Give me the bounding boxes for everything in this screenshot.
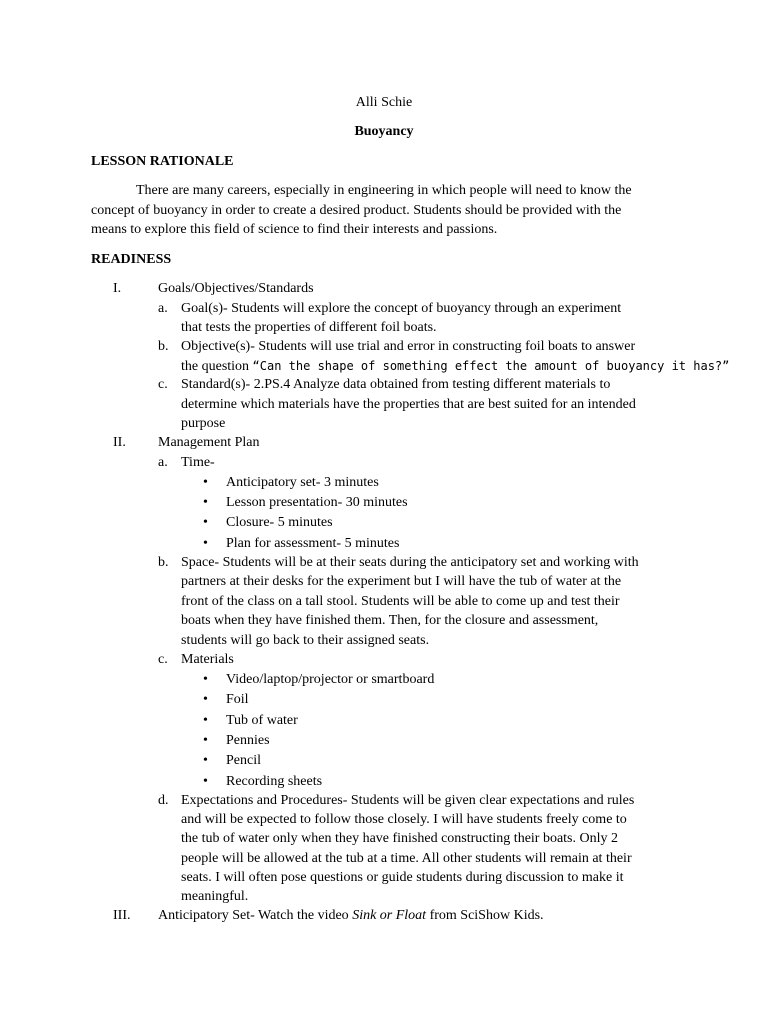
item-marker: d. <box>158 793 169 808</box>
bullet-icon: • <box>203 713 208 728</box>
rationale-line: concept of buoyancy in order to create a desired product. Students should be provided with the <box>91 203 622 218</box>
materials-label: Materials <box>181 652 234 667</box>
item-marker: b. <box>158 339 169 354</box>
expectations-line: meaningful. <box>181 889 249 904</box>
expectations-line: the tub of water only when they have finished constructing their boats. Only 2 <box>181 831 619 846</box>
space-line: students will go back to their assigned seats. <box>181 633 430 648</box>
expectations-line: seats. I will often pose questions or guide students during discussion to make it <box>181 870 624 885</box>
rationale-line: means to explore this field of science to find their interests and passions. <box>91 222 498 237</box>
section-label: Management Plan <box>158 435 260 450</box>
time-item: Anticipatory set- 3 minutes <box>226 475 379 490</box>
bullet-icon: • <box>203 475 208 490</box>
item-marker: c. <box>158 377 168 392</box>
goal-line: that tests the properties of different foil boats. <box>181 320 437 335</box>
standard-line: determine which materials have the properties that are best suited for an intended <box>181 397 636 412</box>
rationale-line: There are many careers, especially in engineering in which people will need to know the <box>136 183 632 198</box>
objective-prefix: the question <box>181 359 253 374</box>
bullet-icon: • <box>203 753 208 768</box>
item-marker: a. <box>158 455 168 470</box>
goal-line: Goal(s)- Students will explore the concept of buoyancy through an experiment <box>181 301 622 316</box>
bullet-icon: • <box>203 515 208 530</box>
objective-question: “Can the shape of something effect the amount of buoyancy it has?” <box>252 359 730 373</box>
bullet-icon: • <box>203 733 208 748</box>
space-line: front of the class on a tall stool. Students will be able to come up and test their <box>181 594 620 609</box>
standard-line: Standard(s)- 2.PS.4 Analyze data obtained from testing different materials to <box>181 377 611 392</box>
anticipatory-set-line <box>158 907 544 925</box>
space-line: partners at their desks for the experiment but I will have the tub of water at the <box>181 574 622 589</box>
section-numeral: II. <box>113 435 126 450</box>
time-item: Lesson presentation- 30 minutes <box>226 495 408 510</box>
objective-line <box>181 357 729 376</box>
anticipatory-suffix: from SciShow Kids. <box>426 908 544 923</box>
readiness-heading: READINESS <box>91 252 172 267</box>
material-item: Pencil <box>226 753 261 768</box>
item-marker: c. <box>158 652 168 667</box>
video-title: Sink or Float <box>352 908 427 923</box>
material-item: Foil <box>226 692 249 707</box>
anticipatory-prefix: Anticipatory Set- Watch the video <box>158 908 353 923</box>
material-item: Recording sheets <box>226 774 323 789</box>
bullet-icon: • <box>203 692 208 707</box>
rationale-heading: LESSON RATIONALE <box>91 154 234 169</box>
section-numeral: I. <box>113 281 122 296</box>
time-item: Plan for assessment- 5 minutes <box>226 536 400 551</box>
bullet-icon: • <box>203 495 208 510</box>
bullet-icon: • <box>203 672 208 687</box>
item-marker: a. <box>158 301 168 316</box>
space-line: boats when they have finished them. Then, for the closure and assessment, <box>181 613 599 628</box>
objective-line: Objective(s)- Students will use trial and error in constructing foil boats to answer <box>181 339 636 354</box>
material-item: Video/laptop/projector or smartboard <box>226 672 435 687</box>
document-title: Buoyancy <box>354 124 414 139</box>
standard-line: purpose <box>181 416 226 431</box>
section-label: Goals/Objectives/Standards <box>158 281 314 296</box>
expectations-line: people will be allowed at the tub at a time. All other students will remain at their <box>181 851 632 866</box>
material-item: Pennies <box>226 733 270 748</box>
space-line: Space- Students will be at their seats during the anticipatory set and working with <box>181 555 639 570</box>
author-name: Alli Schie <box>355 95 413 110</box>
material-item: Tub of water <box>226 713 298 728</box>
bullet-icon: • <box>203 536 208 551</box>
time-item: Closure- 5 minutes <box>226 515 333 530</box>
expectations-line: and will be expected to follow those closely. I will have students freely come to <box>181 812 627 827</box>
expectations-line: Expectations and Procedures- Students will be given clear expectations and rules <box>181 793 635 808</box>
bullet-icon: • <box>203 774 208 789</box>
item-marker: b. <box>158 555 169 570</box>
section-numeral: III. <box>113 908 131 923</box>
time-label: Time- <box>181 455 215 470</box>
